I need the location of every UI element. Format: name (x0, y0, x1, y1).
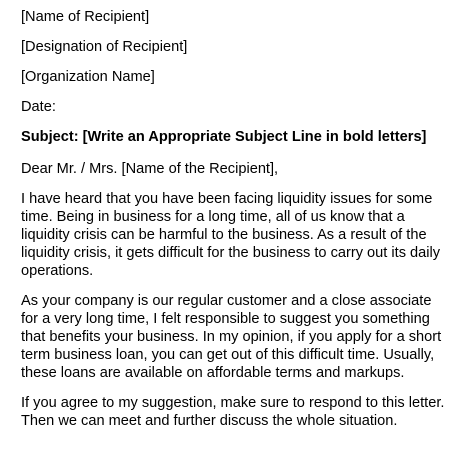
salutation: Dear Mr. / Mrs. [Name of the Recipient], (21, 161, 279, 177)
paragraph-line: term business loan, you can get out of this difficult time. Usually, (21, 347, 435, 363)
paragraph-line: time. Being in business for a long time, all of us know that a (21, 209, 405, 225)
paragraph-line: these loans are available on affordable terms and markups. (21, 365, 405, 381)
paragraph-line: that benefits your business. In my opinion, if you apply for a short (21, 329, 442, 345)
subject-line: Subject: [Write an Appropriate Subject Line in bold letters] (21, 129, 427, 145)
body-paragraph-2 (21, 292, 466, 382)
paragraph-line: I have heard that you have been facing liquidity issues for some (21, 191, 433, 207)
recipient-name: [Name of Recipient] (21, 9, 150, 25)
recipient-designation: [Designation of Recipient] (21, 39, 188, 55)
letter-page (21, 8, 466, 442)
date-label: Date: (21, 99, 56, 115)
body-paragraph-1 (21, 190, 466, 280)
organization-name: [Organization Name] (21, 69, 155, 85)
paragraph-line: operations. (21, 263, 94, 279)
paragraph-line: for a very long time, I felt responsible to suggest you something (21, 311, 430, 327)
paragraph-line: Then we can meet and further discuss the whole situation. (21, 413, 398, 429)
body-paragraph-3 (21, 394, 466, 430)
paragraph-line: If you agree to my suggestion, make sure to respond to this letter. (21, 395, 445, 411)
paragraph-line: liquidity crisis, it gets difficult for the business to carry out its daily (21, 245, 441, 261)
paragraph-line: As your company is our regular customer and a close associate (21, 293, 432, 309)
paragraph-line: liquidity crisis can be harmful to the business. As a result of the (21, 227, 427, 243)
